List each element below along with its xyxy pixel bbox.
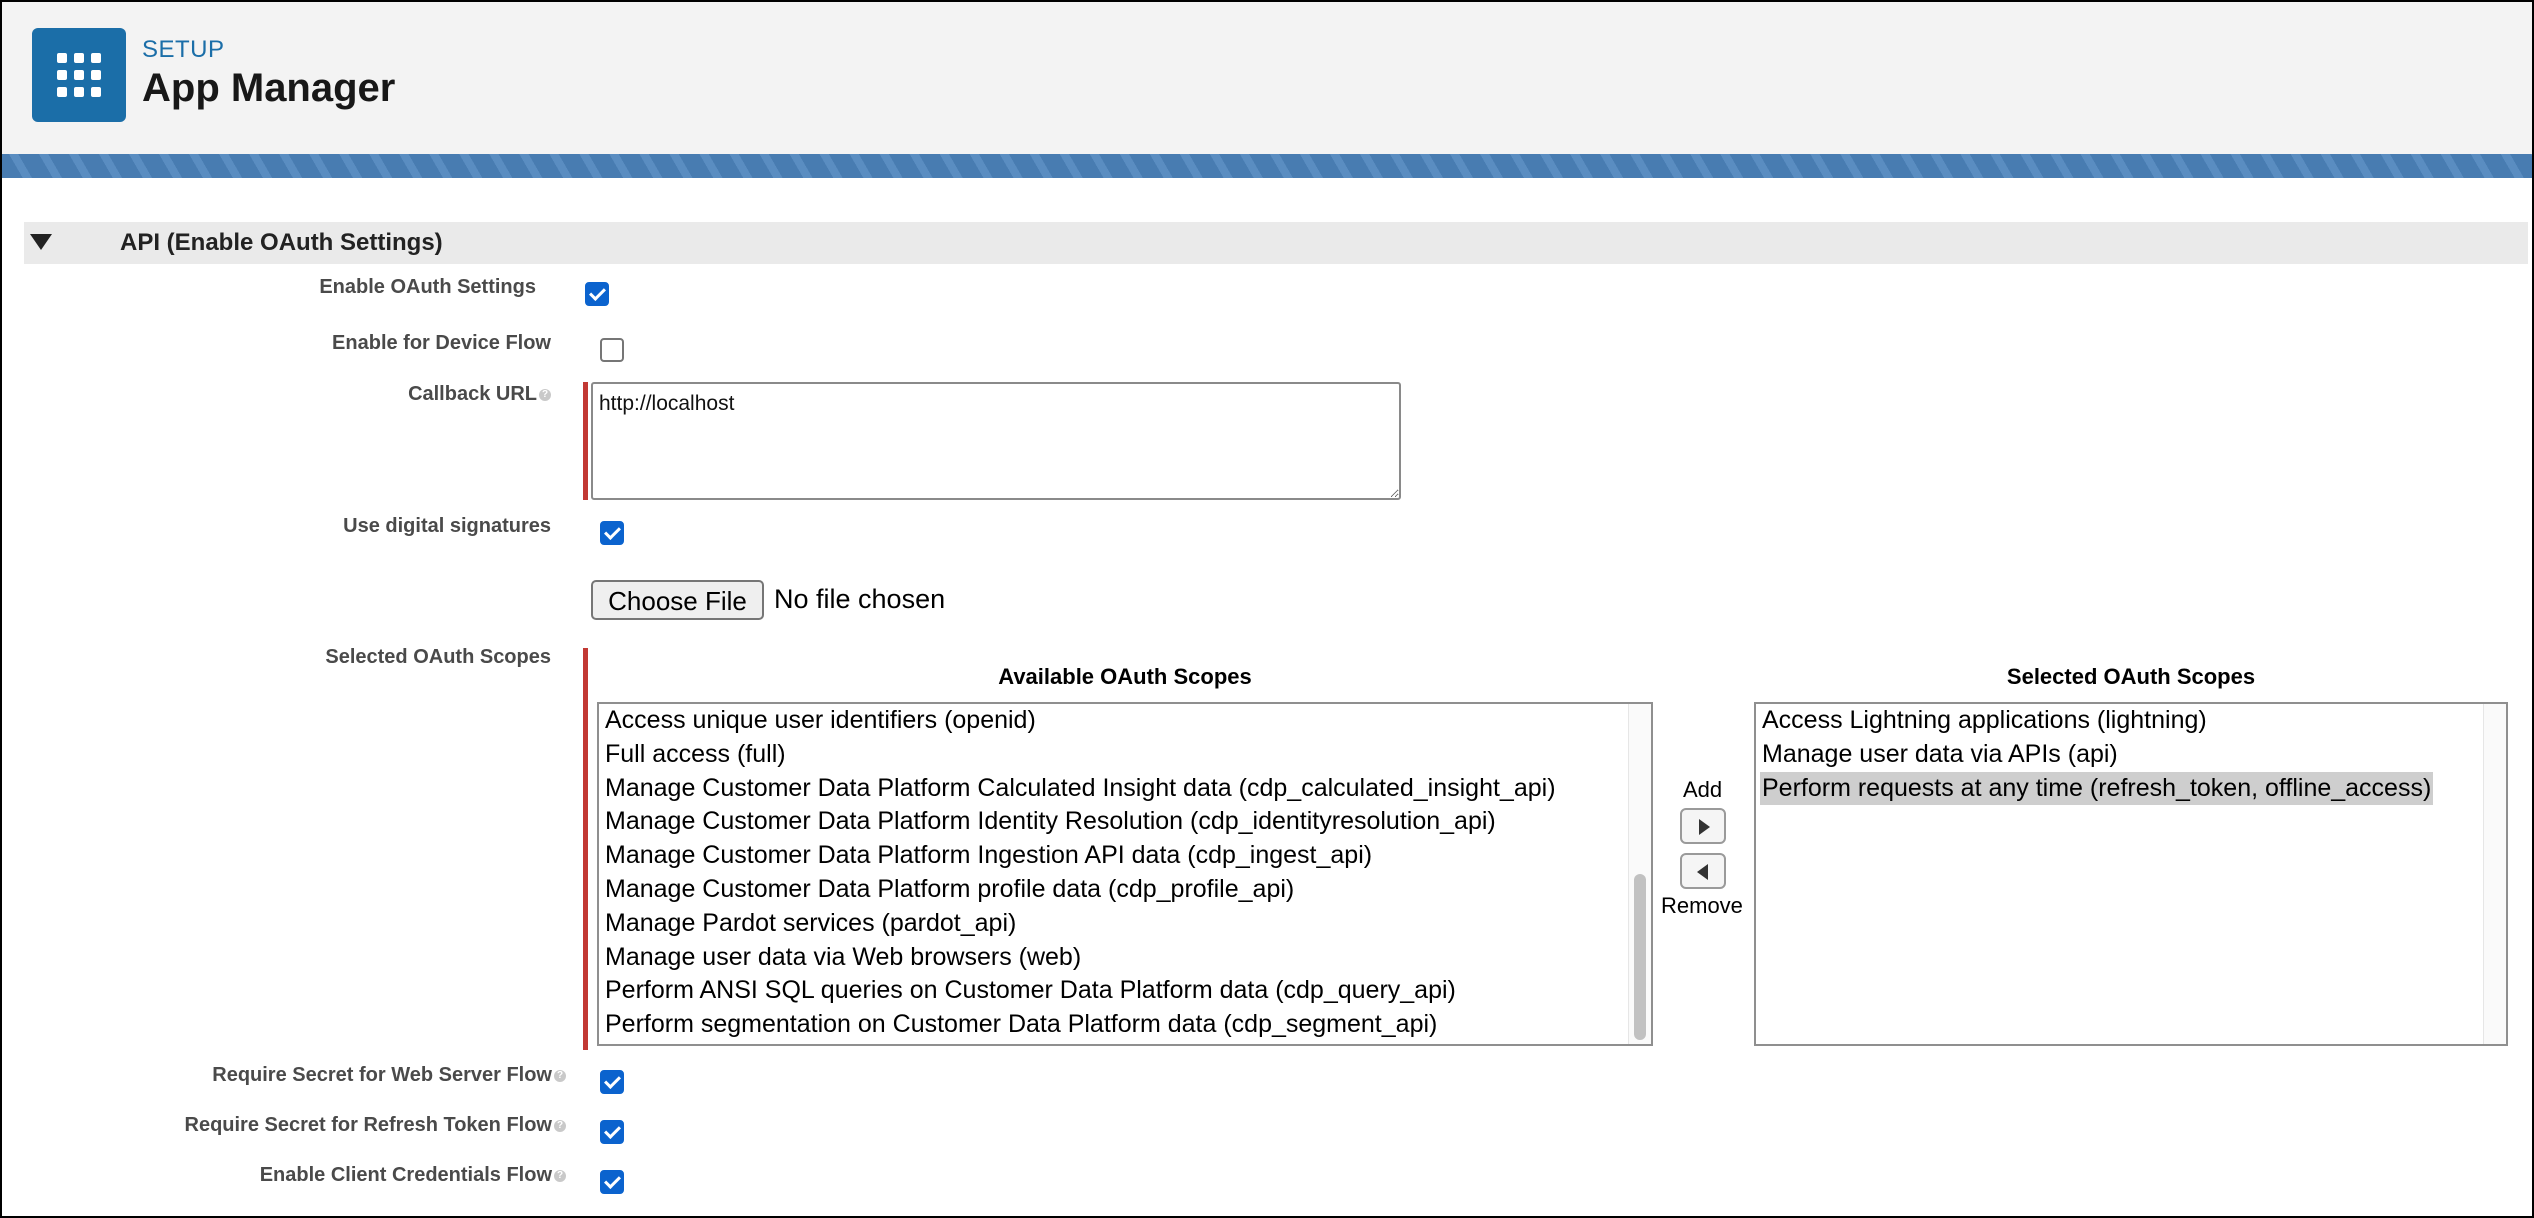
page-header [2, 2, 2532, 154]
list-item[interactable]: Perform segmentation on Customer Data Platform data (cdp_segment_api) [605, 1010, 1438, 1039]
scrollbar[interactable] [1628, 704, 1651, 1044]
remove-label: Remove [1661, 893, 1743, 918]
list-item[interactable]: Manage Pardot services (pardot_api) [605, 908, 1017, 937]
list-item[interactable]: Perform ANSI SQL queries on Customer Data Platform data (cdp_query_api) [605, 976, 1456, 1005]
list-item[interactable]: Full access (full) [605, 739, 786, 768]
selected-scopes-heading: Selected OAuth Scopes [2006, 664, 2256, 689]
scrollbar-thumb[interactable] [1634, 874, 1646, 1040]
client-credentials-label-text: Enable Client Credentials Flow [259, 1164, 552, 1186]
selected-scopes-list[interactable] [1754, 702, 2508, 1046]
device-flow-checkbox[interactable] [600, 338, 624, 362]
secret-web-server-label [212, 1064, 566, 1087]
required-indicator [583, 648, 588, 1050]
list-item[interactable]: Manage user data via Web browsers (web) [605, 942, 1082, 971]
available-scopes-list[interactable] [597, 702, 1653, 1046]
secret-refresh-label-text: Require Secret for Refresh Token Flow [184, 1114, 552, 1136]
required-indicator [583, 382, 588, 500]
scrollbar[interactable] [2483, 704, 2506, 1044]
secret-refresh-label [185, 1114, 567, 1137]
digital-signatures-checkbox[interactable] [600, 521, 624, 545]
client-credentials-checkbox[interactable] [600, 1170, 624, 1194]
help-icon[interactable]: ? [554, 1120, 566, 1132]
add-label: Add [1683, 777, 1723, 802]
enable-oauth-label: Enable OAuth Settings [319, 276, 536, 298]
collapse-triangle-icon[interactable] [30, 234, 52, 250]
arrow-left-icon [1697, 864, 1708, 880]
list-item[interactable]: Manage Customer Data Platform profile data (cdp_profile_api) [605, 875, 1295, 903]
device-flow-label: Enable for Device Flow [332, 332, 551, 354]
available-scopes-heading: Available OAuth Scopes [998, 664, 1252, 689]
section-title: API (Enable OAuth Settings) [120, 229, 443, 256]
list-item[interactable]: Manage user data via APIs (api) [1762, 739, 2118, 768]
add-scope-button[interactable] [1680, 808, 1726, 844]
app-grid-icon [32, 28, 126, 122]
help-icon[interactable]: ? [539, 389, 551, 401]
secret-web-server-label-text: Require Secret for Web Server Flow [212, 1064, 552, 1086]
digital-signatures-label: Use digital signatures [343, 515, 551, 537]
breadcrumb[interactable]: SETUP [142, 36, 225, 63]
callback-url-label-text: Callback URL [408, 383, 537, 405]
header-banner [2, 154, 2532, 178]
callback-url-label [408, 383, 551, 406]
list-item[interactable]: Access unique user identifiers (openid) [605, 706, 1036, 734]
oauth-scopes-label: Selected OAuth Scopes [325, 646, 551, 668]
help-icon[interactable]: ? [554, 1070, 566, 1082]
file-status: No file chosen [774, 584, 946, 614]
list-item[interactable]: Perform requests at any time (refresh_token, offline_access) [1760, 772, 2433, 805]
list-item[interactable]: Manage Customer Data Platform Ingestion API data (cdp_ingest_api) [605, 841, 1373, 870]
secret-web-server-checkbox[interactable] [600, 1070, 624, 1094]
choose-file-button[interactable]: Choose File [591, 580, 764, 620]
client-credentials-label [260, 1164, 566, 1187]
list-item[interactable]: Manage Customer Data Platform Identity Resolution (cdp_identityresolution_api) [605, 807, 1496, 836]
remove-scope-button[interactable] [1680, 853, 1726, 889]
list-item[interactable]: Manage Customer Data Platform Calculated Insight data (cdp_calculated_insight_api) [605, 773, 1556, 802]
list-item[interactable]: Access Lightning applications (lightning) [1762, 706, 2207, 734]
arrow-right-icon [1699, 819, 1710, 835]
callback-url-field[interactable] [591, 382, 1401, 500]
page-title: App Manager [142, 66, 396, 110]
secret-refresh-checkbox[interactable] [600, 1120, 624, 1144]
enable-oauth-checkbox[interactable] [585, 282, 609, 306]
help-icon[interactable]: ? [554, 1170, 566, 1182]
